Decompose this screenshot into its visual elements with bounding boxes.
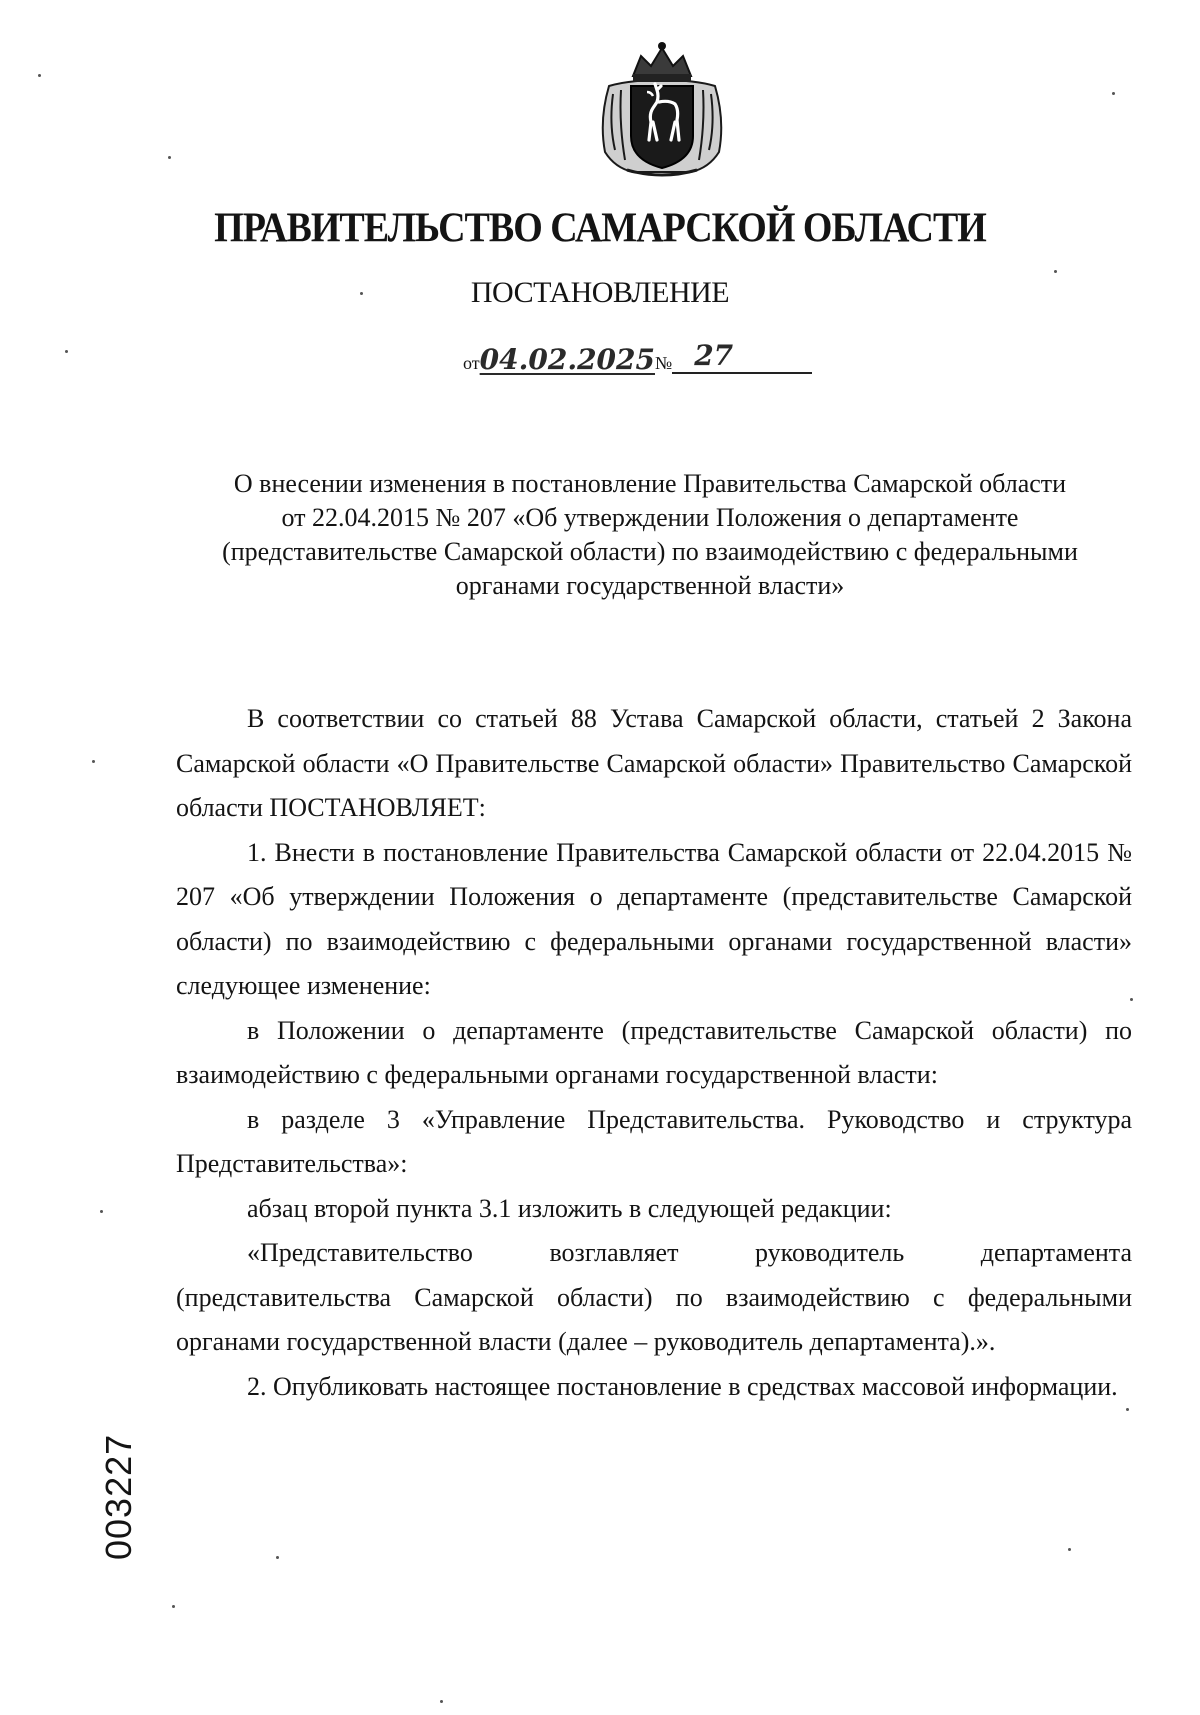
handwritten-date: 04.02.2025 — [479, 343, 655, 376]
number-prefix: № — [655, 353, 673, 373]
document-body — [176, 697, 1132, 1409]
body-paragraph: В соответствии со статьей 88 Устава Самарской области, статьей 2 Закона Самарской области «О Правительстве Самарской области» Правительство Самарской области ПОСТАНОВЛЯЕТ: — [176, 704, 1132, 822]
subject-line: О внесении изменения в постановление Правительства Самарской области — [233, 469, 1067, 498]
scan-speck — [1068, 1548, 1071, 1551]
margin-serial-number: 003227 — [98, 1433, 139, 1560]
scan-speck — [65, 350, 68, 353]
date-number-line — [463, 334, 812, 374]
body-paragraph: в Положении о департаменте (представительстве Самарской области) по взаимодействию с федеральными органами государственной власти: — [176, 1015, 1132, 1089]
scan-speck — [440, 1700, 443, 1703]
body-paragraph: абзац второй пункта 3.1 изложить в следующей редакции: — [247, 1193, 892, 1223]
body-paragraph: «Представительство возглавляет руководитель департамента (представительства Самарской области) по взаимодействию с федеральными органами государственной власти (далее – руководитель департамента).». — [176, 1238, 1132, 1356]
scan-speck — [92, 760, 95, 763]
handwritten-number: 27 — [694, 339, 734, 372]
subject-line: от 22.04.2015 № 207 «Об утверждении Положения о департаменте — [281, 503, 1019, 532]
body-paragraph: 2. Опубликовать настоящее постановление в средствах массовой информации. — [247, 1371, 1118, 1401]
body-paragraph: 1. Внести в постановление Правительства Самарской области от 22.04.2015 № 207 «Об утверждении Положения о департаменте (представительстве Самарской области) по взаимодействию с федеральными органами государственной власти» следующее изменение: — [176, 837, 1132, 1000]
scan-speck — [1126, 1408, 1129, 1411]
scan-speck — [276, 1556, 279, 1559]
scan-speck — [100, 1210, 103, 1213]
scan-speck — [1054, 270, 1057, 273]
scan-speck — [38, 74, 41, 77]
samara-coat-of-arms-icon — [591, 40, 733, 180]
document-subject — [170, 467, 1130, 603]
document-type: ПОСТАНОВЛЕНИЕ — [470, 276, 730, 309]
number-field — [672, 339, 812, 374]
scan-speck — [1130, 998, 1133, 1001]
organization-title: ПРАВИТЕЛЬСТВО САМАРСКОЙ ОБЛАСТИ — [214, 204, 986, 252]
scan-speck — [172, 1605, 175, 1608]
scan-speck — [1112, 92, 1115, 95]
subject-line: (представительстве Самарской области) по взаимодействию с федеральными — [222, 537, 1078, 566]
date-prefix: от — [463, 353, 480, 373]
scan-speck — [360, 292, 363, 295]
body-paragraph: в разделе 3 «Управление Представительства. Руководство и структура Представительства»: — [176, 1104, 1132, 1178]
subject-line: органами государственной власти» — [455, 571, 845, 600]
scan-speck — [168, 156, 171, 159]
